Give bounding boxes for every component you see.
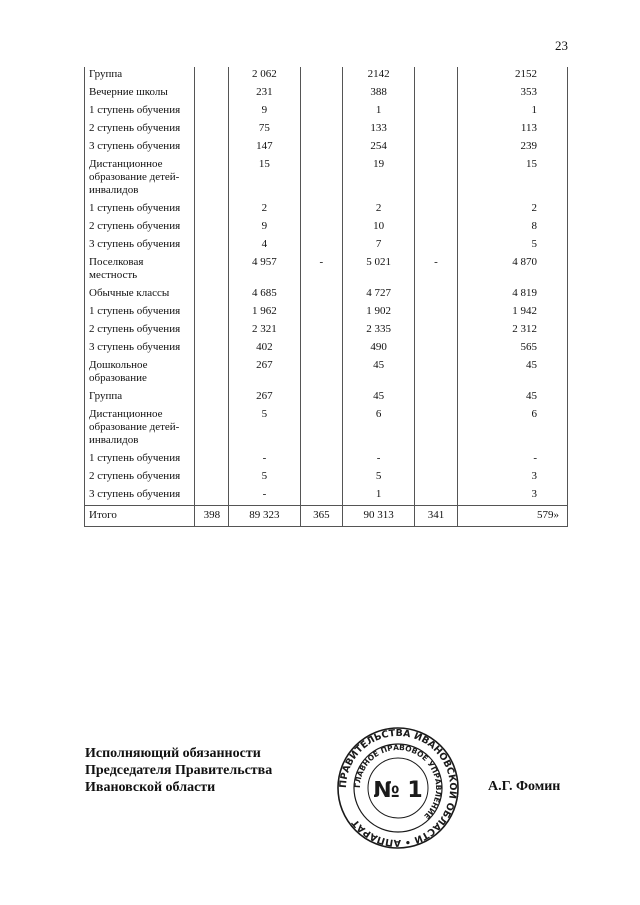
cell-c2: - — [229, 451, 301, 469]
cell-c3 — [300, 139, 342, 157]
cell-c2: 5 — [229, 469, 301, 487]
row-label: 2 ступень обучения — [85, 219, 195, 237]
cell-c1 — [195, 103, 229, 121]
cell-c6: 8 — [457, 219, 567, 237]
cell-c4: 2 335 — [342, 322, 414, 340]
cell-c4: 5 021 — [342, 255, 414, 286]
cell-c1 — [195, 67, 229, 85]
row-label: 2 ступень обучения — [85, 121, 195, 139]
cell-c2: 2 — [229, 201, 301, 219]
official-seal — [336, 726, 460, 850]
seal-number: № 1 — [373, 778, 423, 803]
table-row — [85, 407, 568, 451]
table-row — [85, 237, 568, 255]
cell-c6: 15 — [457, 157, 567, 201]
cell-c3 — [300, 85, 342, 103]
table-row — [85, 304, 568, 322]
cell-c6: 2152 — [457, 67, 567, 85]
cell-c3 — [300, 67, 342, 85]
cell-c4: 133 — [342, 121, 414, 139]
cell-c6: 565 — [457, 340, 567, 358]
cell-c1 — [195, 201, 229, 219]
cell-c2: - — [229, 487, 301, 506]
cell-c1 — [195, 389, 229, 407]
cell-c6: 4 870 — [457, 255, 567, 286]
cell-c4: 45 — [342, 389, 414, 407]
table-row — [85, 121, 568, 139]
table-row — [85, 255, 568, 286]
table-row — [85, 451, 568, 469]
cell-c5 — [415, 85, 457, 103]
table-row — [85, 139, 568, 157]
table-row — [85, 201, 568, 219]
cell-c6: 353 — [457, 85, 567, 103]
cell-c1 — [195, 340, 229, 358]
cell-c6: - — [457, 451, 567, 469]
cell-c4: 490 — [342, 340, 414, 358]
cell-c4: 10 — [342, 219, 414, 237]
cell-c2: 5 — [229, 407, 301, 451]
cell-c3 — [300, 407, 342, 451]
cell-c6: 113 — [457, 121, 567, 139]
row-label: Дошкольное образование — [85, 358, 195, 389]
cell-c6: 45 — [457, 358, 567, 389]
cell-c6: 239 — [457, 139, 567, 157]
table-row — [85, 487, 568, 506]
cell-c3 — [300, 340, 342, 358]
cell-c1 — [195, 358, 229, 389]
cell-c6: 2 312 — [457, 322, 567, 340]
cell-c6: 1 942 — [457, 304, 567, 322]
cell-c1 — [195, 237, 229, 255]
row-label: Итого — [85, 506, 195, 527]
row-label: 3 ступень обучения — [85, 139, 195, 157]
table-row — [85, 389, 568, 407]
cell-c1 — [195, 255, 229, 286]
cell-c4: 1 — [342, 487, 414, 506]
cell-c3 — [300, 103, 342, 121]
cell-c1 — [195, 219, 229, 237]
table-row — [85, 358, 568, 389]
cell-c2: 1 962 — [229, 304, 301, 322]
table-row — [85, 103, 568, 121]
cell-c2: 267 — [229, 358, 301, 389]
cell-c1 — [195, 469, 229, 487]
cell-c1 — [195, 407, 229, 451]
table-row — [85, 286, 568, 304]
row-label: Вечерние школы — [85, 85, 195, 103]
cell-c5 — [415, 304, 457, 322]
cell-c6: 1 — [457, 103, 567, 121]
cell-c4: 7 — [342, 237, 414, 255]
cell-c5 — [415, 237, 457, 255]
row-label: Группа — [85, 67, 195, 85]
cell-c5 — [415, 121, 457, 139]
cell-c4: 1 902 — [342, 304, 414, 322]
signature-title — [85, 745, 272, 796]
table-row — [85, 219, 568, 237]
cell-c5: 341 — [415, 506, 457, 527]
cell-c4: 2142 — [342, 67, 414, 85]
cell-c1 — [195, 451, 229, 469]
table-row — [85, 469, 568, 487]
cell-c6: 579» — [457, 506, 567, 527]
cell-c5 — [415, 157, 457, 201]
table-row — [85, 340, 568, 358]
cell-c4: 6 — [342, 407, 414, 451]
cell-c2: 4 957 — [229, 255, 301, 286]
cell-c6: 4 819 — [457, 286, 567, 304]
cell-c6: 6 — [457, 407, 567, 451]
cell-c3 — [300, 487, 342, 506]
row-label: 2 ступень обучения — [85, 322, 195, 340]
cell-c5 — [415, 286, 457, 304]
cell-c3 — [300, 219, 342, 237]
cell-c3 — [300, 469, 342, 487]
row-label: 1 ступень обучения — [85, 304, 195, 322]
cell-c2: 4 — [229, 237, 301, 255]
signature-line: Ивановской области — [85, 780, 216, 795]
cell-c2: 89 323 — [229, 506, 301, 527]
cell-c5 — [415, 103, 457, 121]
row-label: 3 ступень обучения — [85, 237, 195, 255]
cell-c3 — [300, 286, 342, 304]
cell-c2: 147 — [229, 139, 301, 157]
cell-c1 — [195, 157, 229, 201]
cell-c6: 3 — [457, 469, 567, 487]
cell-c5 — [415, 139, 457, 157]
table-row — [85, 157, 568, 201]
cell-c4: 2 — [342, 201, 414, 219]
cell-c5 — [415, 407, 457, 451]
cell-c1 — [195, 487, 229, 506]
cell-c4: 4 727 — [342, 286, 414, 304]
cell-c3 — [300, 389, 342, 407]
cell-c5 — [415, 487, 457, 506]
cell-c2: 267 — [229, 389, 301, 407]
cell-c2: 75 — [229, 121, 301, 139]
cell-c5 — [415, 322, 457, 340]
seal-outer-text: ПРАВИТЕЛЬСТВА ИВАНОВСКОЙ ОБЛАСТИ • АППАРАТ — [337, 727, 459, 849]
cell-c3 — [300, 451, 342, 469]
cell-c2: 4 685 — [229, 286, 301, 304]
row-label: Обычные классы — [85, 286, 195, 304]
total-row — [85, 506, 568, 527]
cell-c2: 2 321 — [229, 322, 301, 340]
cell-c3 — [300, 322, 342, 340]
cell-c5 — [415, 451, 457, 469]
cell-c5 — [415, 67, 457, 85]
cell-c5 — [415, 219, 457, 237]
cell-c1 — [195, 85, 229, 103]
signer-name: А.Г. Фомин — [488, 779, 561, 794]
cell-c3 — [300, 157, 342, 201]
row-label: Дистанционное образование детей-инвалидов — [85, 157, 195, 201]
row-label: 3 ступень обучения — [85, 340, 195, 358]
cell-c5 — [415, 340, 457, 358]
signature-line: Исполняющий обязанности — [85, 746, 261, 761]
row-label: Дистанционное образование детей-инвалидов — [85, 407, 195, 451]
table-row — [85, 67, 568, 85]
cell-c5: - — [415, 255, 457, 286]
cell-c2: 9 — [229, 219, 301, 237]
cell-c4: - — [342, 451, 414, 469]
row-label: 3 ступень обучения — [85, 487, 195, 506]
cell-c4: 254 — [342, 139, 414, 157]
table-row — [85, 322, 568, 340]
cell-c5 — [415, 469, 457, 487]
cell-c2: 9 — [229, 103, 301, 121]
cell-c3 — [300, 358, 342, 389]
cell-c5 — [415, 358, 457, 389]
statistics-table — [84, 67, 568, 527]
cell-c1 — [195, 304, 229, 322]
cell-c4: 388 — [342, 85, 414, 103]
cell-c1 — [195, 322, 229, 340]
cell-c5 — [415, 389, 457, 407]
cell-c3 — [300, 304, 342, 322]
cell-c6: 45 — [457, 389, 567, 407]
cell-c4: 1 — [342, 103, 414, 121]
cell-c1 — [195, 121, 229, 139]
cell-c3 — [300, 237, 342, 255]
row-label: 1 ступень обучения — [85, 451, 195, 469]
row-label: 1 ступень обучения — [85, 201, 195, 219]
row-label: Группа — [85, 389, 195, 407]
cell-c2: 231 — [229, 85, 301, 103]
cell-c6: 3 — [457, 487, 567, 506]
cell-c4: 5 — [342, 469, 414, 487]
cell-c2: 402 — [229, 340, 301, 358]
cell-c2: 2 062 — [229, 67, 301, 85]
row-label: 1 ступень обучения — [85, 103, 195, 121]
cell-c4: 45 — [342, 358, 414, 389]
cell-c6: 5 — [457, 237, 567, 255]
seal-inner-text: ГЛАВНОЕ ПРАВОВОЕ УПРАВЛЕНИЕ — [352, 742, 444, 821]
row-label: 2 ступень обучения — [85, 469, 195, 487]
cell-c3 — [300, 201, 342, 219]
cell-c5 — [415, 201, 457, 219]
table-row — [85, 85, 568, 103]
signature-line: Председателя Правительства — [85, 763, 273, 778]
cell-c4: 19 — [342, 157, 414, 201]
cell-c2: 15 — [229, 157, 301, 201]
cell-c1: 398 — [195, 506, 229, 527]
page-number: 23 — [555, 38, 568, 53]
cell-c3 — [300, 121, 342, 139]
cell-c3: - — [300, 255, 342, 286]
cell-c1 — [195, 286, 229, 304]
cell-c6: 2 — [457, 201, 567, 219]
row-label: Поселковая местность — [85, 255, 195, 286]
cell-c1 — [195, 139, 229, 157]
cell-c3: 365 — [300, 506, 342, 527]
cell-c4: 90 313 — [342, 506, 414, 527]
